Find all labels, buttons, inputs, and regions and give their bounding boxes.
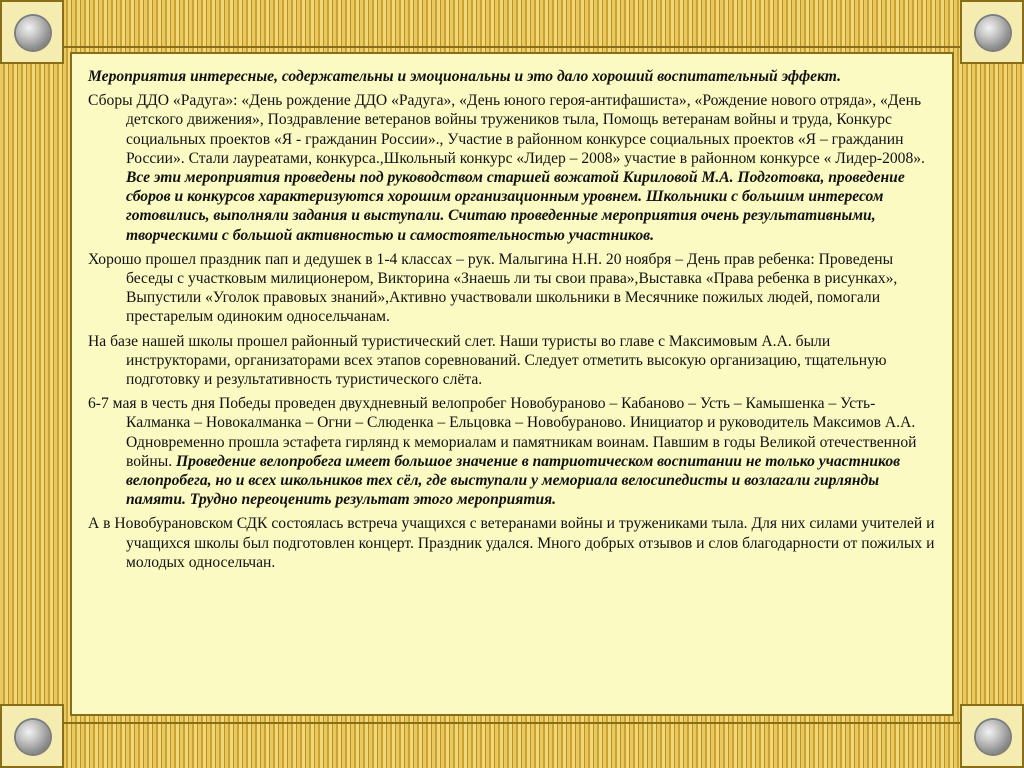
- paragraph-bike-ride: [88, 394, 938, 509]
- paragraph-tourism: [88, 332, 938, 390]
- bike-emphasis: Проведение велопробега имеет большое значение в патриотическом воспитании не только участников велопробега, но и всех школьников тех сёл, где выступали у мемориала велосипедисты и возлагали гирлянды памяти. Трудно переоценить результат этого мероприятия.: [126, 452, 901, 509]
- frame-top-line: [62, 0, 962, 48]
- corner-knob-icon: [16, 16, 50, 50]
- paragraph-concert: [88, 514, 938, 572]
- paragraph-holiday: [88, 250, 938, 327]
- corner-knob-icon: [976, 720, 1010, 754]
- corner-knob-icon: [16, 720, 50, 754]
- intro-emphasis: Мероприятия интересные, содержательны и эмоциональны и это дало хороший воспитательный эффект.: [88, 68, 842, 85]
- concert-text: А в Новобурановском СДК состоялась встреча учащихся с ветеранами войны и тружениками тыла. Для них силами учителей и учащихся школы был подготовлен концерт. Праздник удался. Много добрых отзывов и слов благодарности от пожилых и молодых односельчан.: [88, 515, 935, 571]
- tourism-text: На базе нашей школы прошел районный туристический слет. Наши туристы во главе с Максимовым А.А. были инструкторами, организаторами всех этапов соревнований. Следует отметить высокую организацию, тщательную подготовку и результативность туристического слёта.: [88, 332, 887, 389]
- corner-top-left: [0, 0, 64, 64]
- corner-bottom-right: [960, 704, 1024, 768]
- radouga-text: Сборы ДДО «Радуга»: «День рождение ДДО «Радуга», «День юного героя-антифашиста», «Рождение нового отряда», «День детского движения», Поздравление ветеранов войны тружеников тыла, Помощь ветеранам войны и труда, Конкурс социальных проектов «Я - гражданин России»., Участие в районном конкурсе социальных проектов «Я – гражданин России». Стали лауреатами, конкурса.,Школьный конкурс «Лидер – 2008» участие в районном конкурсе « Лидер-2008».: [88, 92, 925, 167]
- bike-text: 6-7 мая в честь дня Победы проведен двухдневный велопробег Новобураново – Кабаново – Усть – Камышенка – Усть-Калманка – Новокалманка – Огни – Слюденка – Ельцовка – Новобураново. Инициатор и руководитель Максимов А.А. Одновременно прошла эстафета гирлянд к мемориалам и памятникам воинам. Павшим в годы Великой отечественной войны.: [88, 395, 917, 470]
- slide-content: [70, 52, 954, 716]
- radouga-emphasis: Все эти мероприятия проведены под руководством старшей вожатой Кириловой М.А. Подготовка, проведение сборов и конкурсов характеризуются хорошим организационным уровнем. Школьники с большим интересом готовились, выполняли задания и выступали. Считаю проведенные мероприятия очень результативными, творческими с большой активностью и самостоятельностью участников.: [126, 169, 905, 244]
- corner-knob-icon: [976, 16, 1010, 50]
- frame-bottom-line: [62, 722, 962, 768]
- holiday-text: Хорошо прошел праздник пап и дедушек в 1-4 классах – рук. Малыгина Н.Н. 20 ноября – День прав ребенка: Проведены беседы с участковым милиционером, Викторина «Знаешь ли ты свои права»,Выставка «Права ребенка в рисунках», Выпустили «Уголок правовых знаний»,Активно участвовали школьники в Месячнике пожилых людей, помогали престарелым одиноким односельчанам.: [88, 250, 898, 326]
- corner-bottom-left: [0, 704, 64, 768]
- paragraph-intro: [88, 67, 938, 86]
- paragraph-radouga-events: [88, 91, 938, 245]
- corner-top-right: [960, 0, 1024, 64]
